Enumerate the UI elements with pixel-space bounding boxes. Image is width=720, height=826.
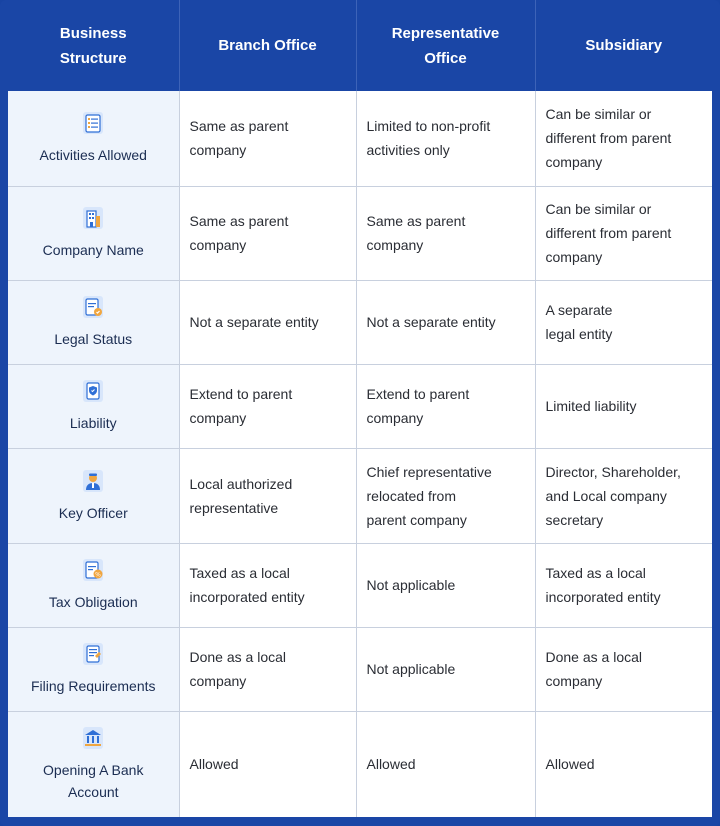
- row-label: Filing Requirements: [31, 678, 156, 694]
- header-business-structure: Business Structure: [59, 24, 127, 67]
- branch-cell: Local authorized representative: [179, 448, 356, 543]
- row-label: Tax Obligation: [48, 594, 138, 610]
- subsidiary-cell: Taxed as a local incorporated entity: [535, 543, 712, 627]
- subsidiary-cell: Can be similar or different from parent company: [535, 186, 712, 280]
- table-row: [8, 711, 712, 817]
- subsidiary-cell: Director, Shareholder, and Local company secretary: [535, 448, 712, 543]
- subsidiary-cell: Can be similar or different from parent company: [535, 91, 712, 186]
- table-row: [8, 543, 712, 627]
- branch-cell: Taxed as a local incorporated entity: [179, 543, 356, 627]
- row-label: Key Officer: [58, 504, 128, 521]
- header-branch-office: Branch Office: [179, 0, 356, 91]
- row-label: Liability: [69, 415, 117, 431]
- legal-document-icon: [80, 294, 106, 320]
- subsidiary-cell: Done as a local company: [535, 627, 712, 711]
- row-label-cell: [8, 711, 179, 817]
- shield-document-icon: [80, 378, 106, 404]
- header-subsidiary: Subsidiary: [535, 0, 712, 91]
- svg-text:%: %: [95, 571, 102, 579]
- row-label-cell: [8, 280, 179, 364]
- representative-cell: Not a separate entity: [356, 280, 535, 364]
- row-label-cell: [8, 364, 179, 448]
- subsidiary-cell: Limited liability: [535, 364, 712, 448]
- business-structure-table: [8, 0, 712, 817]
- row-label-cell: [8, 448, 179, 543]
- table-row: [8, 448, 712, 543]
- branch-cell: Same as parent company: [179, 186, 356, 280]
- header-representative-office: Representative Office: [356, 0, 535, 91]
- row-label: Legal Status: [54, 331, 133, 347]
- officer-icon: [80, 468, 106, 494]
- row-label-cell: [8, 186, 179, 280]
- representative-cell: Limited to non-profit activities only: [356, 91, 535, 186]
- table-row: [8, 91, 712, 186]
- representative-cell: Same as parent company: [356, 186, 535, 280]
- table-row: [8, 627, 712, 711]
- branch-cell: Extend to parent company: [179, 364, 356, 448]
- row-label-cell: [8, 543, 179, 627]
- branch-cell: Not a separate entity: [179, 280, 356, 364]
- table-row: [8, 364, 712, 448]
- header-row: [8, 0, 712, 91]
- table-row: [8, 186, 712, 280]
- representative-cell: Chief representative relocated from parent company: [356, 448, 535, 543]
- tax-document-icon: [80, 557, 106, 583]
- subsidiary-cell: Allowed: [535, 711, 712, 817]
- branch-cell: Allowed: [179, 711, 356, 817]
- row-label: Activities Allowed: [39, 147, 147, 164]
- representative-cell: Allowed: [356, 711, 535, 817]
- representative-cell: Not applicable: [356, 627, 535, 711]
- row-label: Company Name: [42, 242, 144, 258]
- bank-icon: [80, 725, 106, 751]
- document-list-icon: [80, 110, 106, 136]
- subsidiary-cell: A separate legal entity: [535, 280, 712, 364]
- representative-cell: Extend to parent company: [356, 364, 535, 448]
- row-label-cell: [8, 627, 179, 711]
- building-icon: [80, 205, 106, 231]
- branch-cell: Same as parent company: [179, 91, 356, 186]
- table-row: [8, 280, 712, 364]
- representative-cell: Not applicable: [356, 543, 535, 627]
- row-label: Opening A Bank Account: [43, 762, 144, 801]
- branch-cell: Done as a local company: [179, 627, 356, 711]
- filing-document-icon: [80, 641, 106, 667]
- row-label-cell: [8, 91, 179, 186]
